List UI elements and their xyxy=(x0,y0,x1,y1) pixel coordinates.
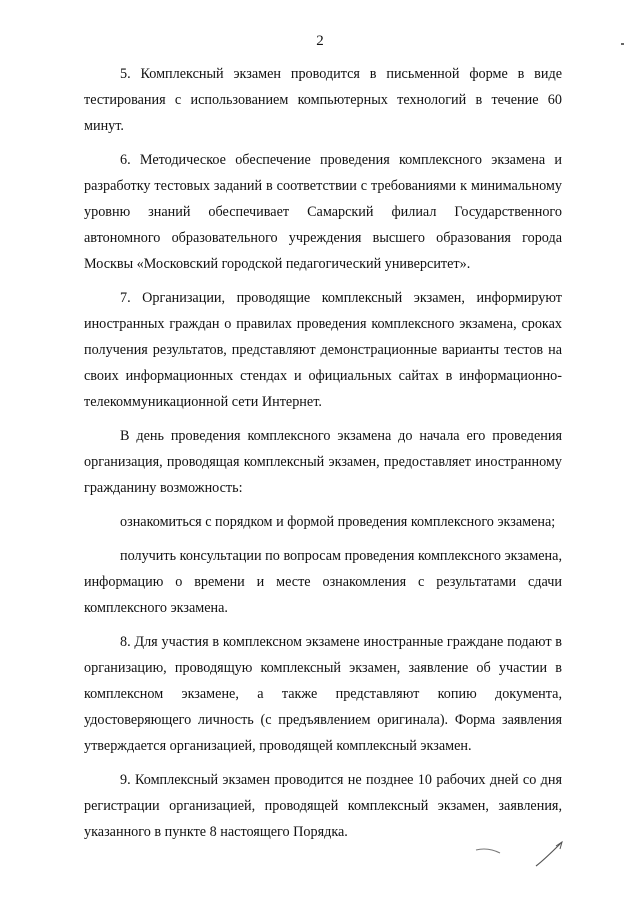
paragraph-item-6: 6. Методическое обеспечение проведения комплексного экзамена и разработку тестовых заданий в соответствии с требованиями к минимальному уровню знаний обеспечивает Самарский филиал Государственного автономного образовательного учреждения высшего образования города Москвы «Московский городской педагогический университет». xyxy=(84,152,562,272)
paragraph-item-8: 8. Для участия в комплексном экзамене иностранные граждане подают в организацию, проводящую комплексный экзамен, заявление об участии в комплексном экзамене, а также представляют копию документа, удостоверяющего личность (с предъявлением оригинала). Форма заявления утверждается организацией, проводящей комплексный экзамен. xyxy=(84,634,562,754)
paragraph-option-familiarize: ознакомиться с порядком и формой проведения комплексного экзамена; xyxy=(120,514,556,530)
paragraph-item-5: 5. Комплексный экзамен проводится в письменной форме в виде тестирования с использованием компьютерных технологий в течение 60 минут. xyxy=(84,66,562,134)
paragraph-exam-day: В день проведения комплексного экзамена до начала его проведения организация, проводящая комплексный экзамен, предоставляет иностранному гражданину возможность: xyxy=(84,428,562,496)
document-body xyxy=(84,61,562,845)
paragraph-option-consult: получить консультации по вопросам проведения комплексного экзамена, информацию о времени и месте ознакомления с результатами сдачи комплексного экзамена. xyxy=(84,548,562,616)
paragraph-item-7: 7. Организации, проводящие комплексный экзамен, информируют иностранных граждан о правилах проведения комплексного экзамена, сроках получения результатов, представляют демонстрационные варианты тестов на своих информационных стендах и официальных сайтах в информационно-телекоммуникационной сети Интернет. xyxy=(84,290,562,410)
paragraph-item-9: 9. Комплексный экзамен проводится не позднее 10 рабочих дней со дня регистрации организацией, проводящей комплексный экзамен, заявления, указанного в пункте 8 настоящего Порядка. xyxy=(84,772,562,840)
page-number: 2 xyxy=(316,33,324,49)
initials-mark xyxy=(470,836,570,872)
